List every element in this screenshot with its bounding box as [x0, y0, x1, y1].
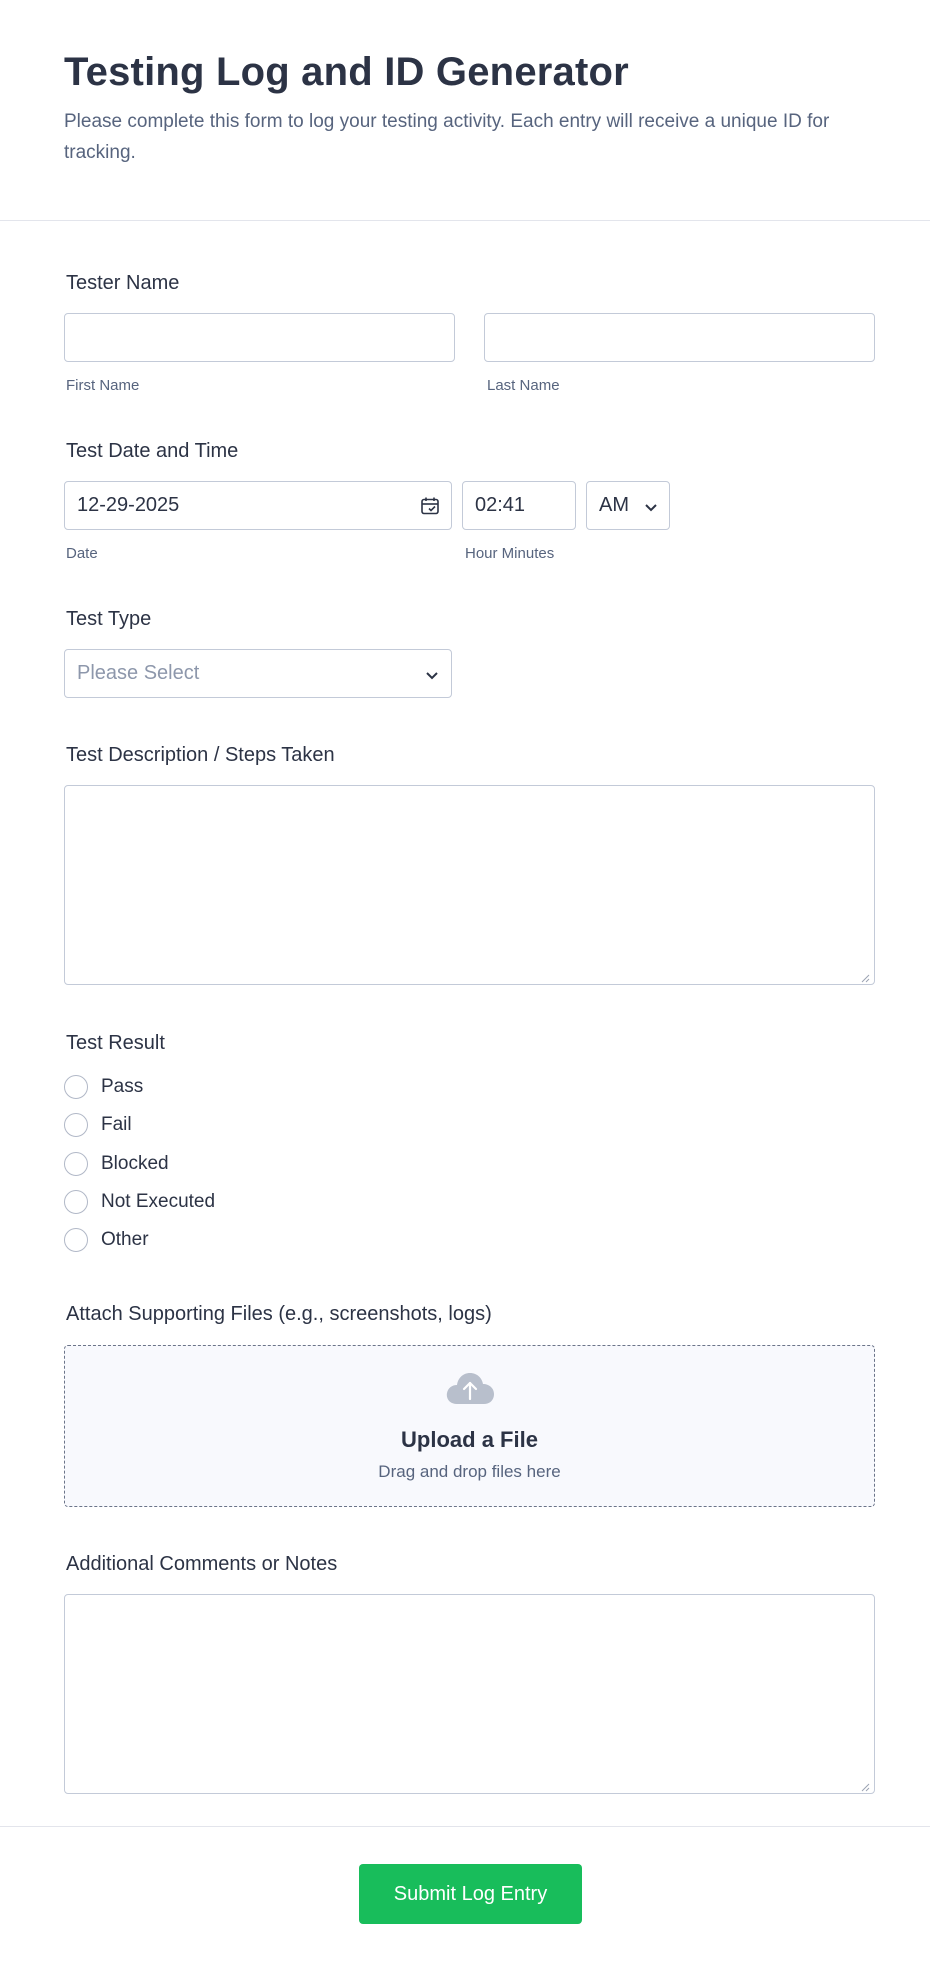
last-name-input[interactable]	[484, 313, 875, 362]
radio-label: Fail	[101, 1114, 132, 1135]
radio-button[interactable]	[64, 1152, 88, 1176]
date-sublabel: Date	[66, 545, 98, 562]
file-upload-dropzone[interactable]	[64, 1345, 875, 1507]
description-label: Test Description / Steps Taken	[66, 744, 335, 766]
upload-title: Upload a File	[401, 1427, 538, 1452]
radio-label: Not Executed	[101, 1191, 216, 1212]
footer-divider	[0, 1826, 930, 1827]
comments-textarea[interactable]	[64, 1594, 875, 1794]
time-value: 02:41	[475, 494, 526, 516]
test-type-placeholder: Please Select	[77, 662, 200, 684]
ampm-value: AM	[599, 494, 629, 516]
date-value: 12-29-2025	[77, 494, 180, 516]
resize-grip-icon[interactable]	[860, 1779, 870, 1789]
test-result-label: Test Result	[66, 1032, 165, 1054]
attachments-label: Attach Supporting Files (e.g., screenshots, logs)	[66, 1303, 492, 1325]
radio-button[interactable]	[64, 1113, 88, 1137]
chevron-down-icon	[644, 500, 658, 518]
radio-button[interactable]	[64, 1075, 88, 1099]
time-sublabel: Hour Minutes	[465, 545, 555, 562]
last-name-sublabel: Last Name	[487, 377, 560, 394]
upload-hint: Drag and drop files here	[378, 1462, 561, 1481]
form-title: Testing Log and ID Generator	[64, 50, 629, 94]
date-time-label: Test Date and Time	[66, 440, 239, 462]
time-input[interactable]	[462, 481, 576, 530]
radio-button[interactable]	[64, 1228, 88, 1252]
form-description: Please complete this form to log your testing activity. Each entry will receive a unique ID for tracking.	[64, 111, 830, 163]
description-textarea[interactable]	[64, 785, 875, 985]
test-type-label: Test Type	[66, 608, 152, 630]
first-name-sublabel: First Name	[66, 377, 140, 394]
cloud-upload-icon	[445, 1372, 495, 1411]
radio-label: Pass	[101, 1076, 144, 1097]
date-input[interactable]	[64, 481, 452, 530]
form-header	[0, 0, 930, 221]
ampm-select[interactable]	[586, 481, 670, 530]
tester-name-label: Tester Name	[66, 272, 180, 294]
first-name-input[interactable]	[64, 313, 455, 362]
radio-label: Other	[101, 1229, 149, 1250]
test-type-select[interactable]	[64, 649, 452, 698]
calendar-icon[interactable]	[420, 496, 440, 521]
submit-button[interactable]: Submit Log Entry	[359, 1864, 582, 1924]
resize-grip-icon[interactable]	[860, 970, 870, 980]
comments-label: Additional Comments or Notes	[66, 1553, 338, 1575]
radio-label: Blocked	[101, 1153, 169, 1174]
radio-button[interactable]	[64, 1190, 88, 1214]
chevron-down-icon	[425, 668, 439, 686]
